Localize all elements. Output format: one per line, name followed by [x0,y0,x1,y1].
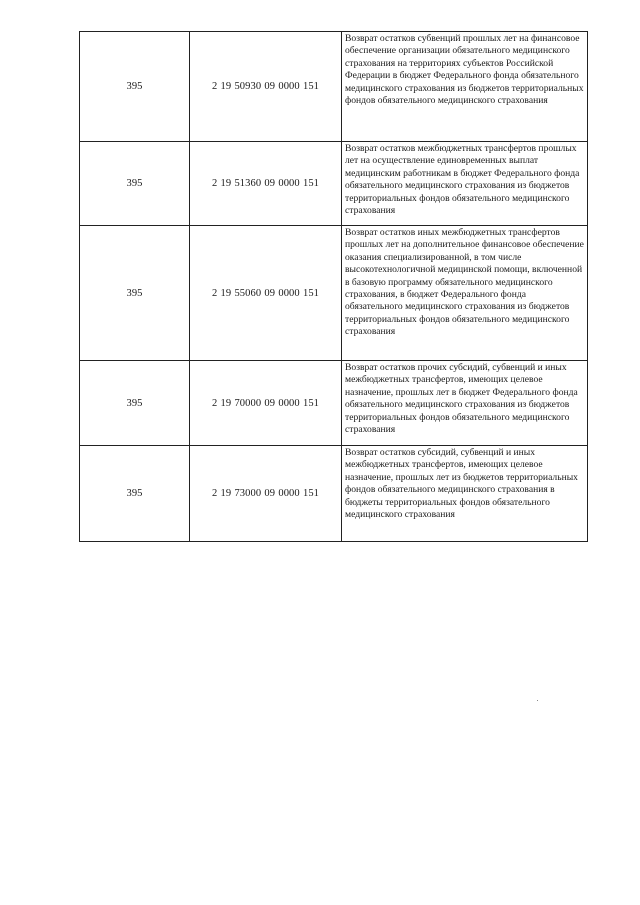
admin-code-cell: 395 [80,142,190,226]
revenue-name-cell: Возврат остатков прочих субсидий, субвенций и иных межбюджетных трансфертов, имеющих целевое назначение, прошлых лет в бюджет Федерального фонда обязательного медицинского страхования из бюджетов территориальных фондов обязательного медицинского страхования [342,361,588,446]
kbk-code-cell: 2 19 70000 09 0000 151 [190,361,342,446]
kbk-code-cell: 2 19 51360 09 0000 151 [190,142,342,226]
scan-speck [537,700,538,701]
revenue-name-cell: Возврат остатков субвенций прошлых лет на финансовое обеспечение организации обязательного медицинского страхования на территориях субъектов Российской Федерации в бюджет Федерального фонда обязательного медицинского страхования из бюджетов территориальных фондов обязательного медицинского страхования [342,32,588,142]
admin-code-cell: 395 [80,32,190,142]
budget-codes-table [79,31,588,542]
table-body [80,32,588,542]
admin-code-cell: 395 [80,361,190,446]
table-row [80,226,588,361]
revenue-name-cell: Возврат остатков субсидий, субвенций и иных межбюджетных трансфертов, имеющих целевое назначение, прошлых лет из бюджетов территориальных фондов обязательного медицинского страхования в бюджеты территориальных фондов обязательного медицинского страхования [342,446,588,542]
table-row [80,32,588,142]
table-row [80,361,588,446]
admin-code-cell: 395 [80,446,190,542]
kbk-code-cell: 2 19 55060 09 0000 151 [190,226,342,361]
revenue-name-cell: Возврат остатков иных межбюджетных трансфертов прошлых лет на дополнительное финансовое обеспечение оказания специализированной, в том числе высокотехнологичной медицинской помощи, включенной в базовую программу обязательного медицинского страхования, в бюджет Федерального фонда обязательного медицинского страхования из бюджетов территориальных фондов обязательного медицинского страхования [342,226,588,361]
kbk-code-cell: 2 19 73000 09 0000 151 [190,446,342,542]
table-row [80,446,588,542]
kbk-code-cell: 2 19 50930 09 0000 151 [190,32,342,142]
admin-code-cell: 395 [80,226,190,361]
revenue-name-cell: Возврат остатков межбюджетных трансфертов прошлых лет на осуществление единовременных выплат медицинским работникам в бюджет Федерального фонда обязательного медицинского страхования из бюджетов территориальных фондов обязательного медицинского страхования [342,142,588,226]
table-row [80,142,588,226]
